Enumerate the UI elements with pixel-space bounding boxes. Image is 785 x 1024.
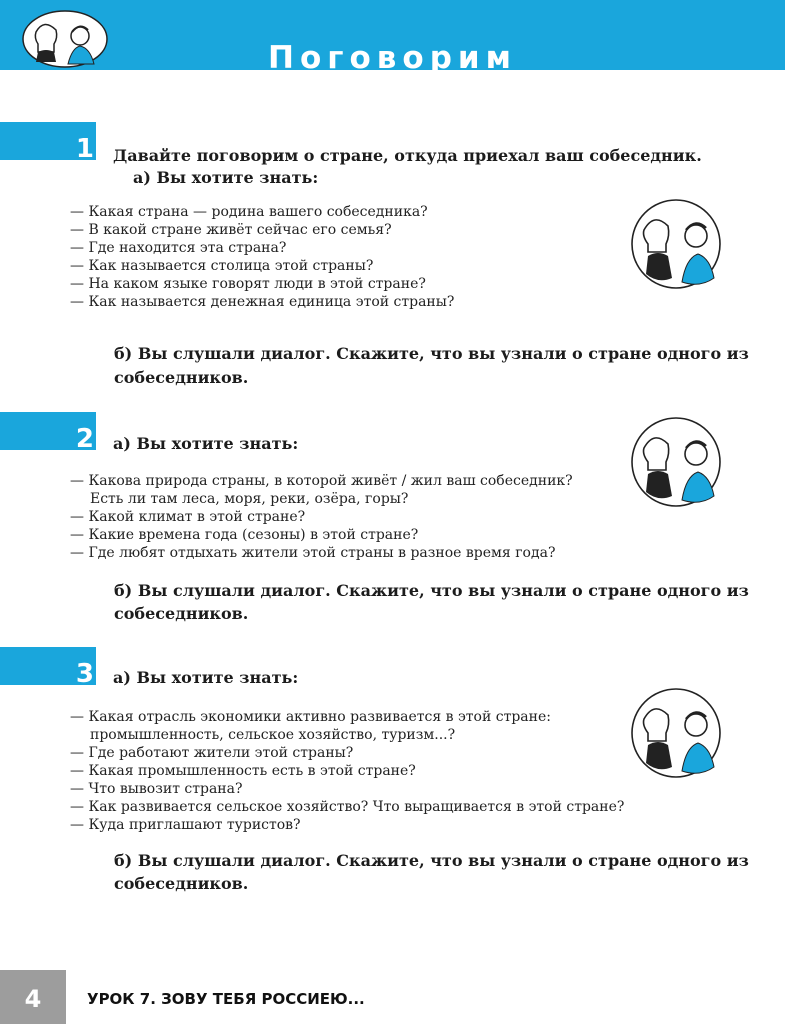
list-item: — Где любят отдыхать жители этой страны в разное время года? bbox=[70, 545, 556, 561]
part-a-heading: а) Вы хотите знать: bbox=[113, 668, 299, 687]
list-item: — Какой климат в этой стране? bbox=[70, 509, 306, 525]
list-item: — Где находится эта страна? bbox=[70, 240, 287, 256]
list-item: — Как называется столица этой страны? bbox=[70, 258, 374, 274]
list-item: — Какая страна — родина вашего собеседника? bbox=[70, 204, 428, 220]
list-item: — Как развивается сельское хозяйство? Что выращивается в этой стране? bbox=[70, 799, 625, 815]
part-a-heading: а) Вы хотите знать: bbox=[113, 434, 299, 453]
part-b-line: собеседников. bbox=[114, 368, 249, 387]
exercise-tab-1 bbox=[0, 122, 96, 164]
list-item: — Куда приглашают туристов? bbox=[70, 817, 301, 833]
page-title: Поговорим bbox=[268, 40, 517, 76]
lesson-title: УРОК 7. ЗОВУ ТЕБЯ РОССИЕЮ... bbox=[87, 990, 365, 1008]
list-item: — Что вывозит страна? bbox=[70, 781, 243, 797]
list-item: — Где работают жители этой страны? bbox=[70, 745, 354, 761]
list-item: — Какая отрасль экономики активно развивается в этой стране: bbox=[70, 709, 551, 725]
part-b-line: б) Вы слушали диалог. Скажите, что вы узнали о стране одного из bbox=[114, 344, 749, 363]
page-number: 4 bbox=[24, 985, 42, 1013]
people-talking-icon bbox=[630, 416, 722, 508]
part-a-heading: а) Вы хотите знать: bbox=[133, 168, 319, 187]
exercise-number: 1 bbox=[75, 134, 94, 164]
exercise-number: 2 bbox=[75, 424, 94, 454]
list-item: — В какой стране живёт сейчас его семья? bbox=[70, 222, 392, 238]
exercise-tab-3 bbox=[0, 647, 96, 689]
part-b-line: б) Вы слушали диалог. Скажите, что вы узнали о стране одного из bbox=[114, 851, 749, 870]
list-item: — Как называется денежная единица этой страны? bbox=[70, 294, 455, 310]
list-item: Есть ли там леса, моря, реки, озёра, горы? bbox=[90, 491, 409, 507]
part-b-line: собеседников. bbox=[114, 604, 249, 623]
exercise-tab-2 bbox=[0, 412, 96, 454]
part-b-line: б) Вы слушали диалог. Скажите, что вы узнали о стране одного из bbox=[114, 581, 749, 600]
list-item: — Какова природа страны, в которой живёт / жил ваш собеседник? bbox=[70, 473, 573, 489]
exercise-number: 3 bbox=[75, 659, 94, 689]
list-item: — Какая промышленность есть в этой стране? bbox=[70, 763, 416, 779]
people-talking-icon bbox=[630, 198, 722, 290]
list-item: промышленность, сельское хозяйство, туризм...? bbox=[90, 727, 456, 743]
list-item: — Какие времена года (сезоны) в этой стране? bbox=[70, 527, 419, 543]
people-talking-icon bbox=[630, 687, 722, 779]
list-item: — На каком языке говорят люди в этой стране? bbox=[70, 276, 426, 292]
exercise-intro: Давайте поговорим о стране, откуда приехал ваш собеседник. bbox=[113, 146, 702, 165]
part-b-line: собеседников. bbox=[114, 874, 249, 893]
